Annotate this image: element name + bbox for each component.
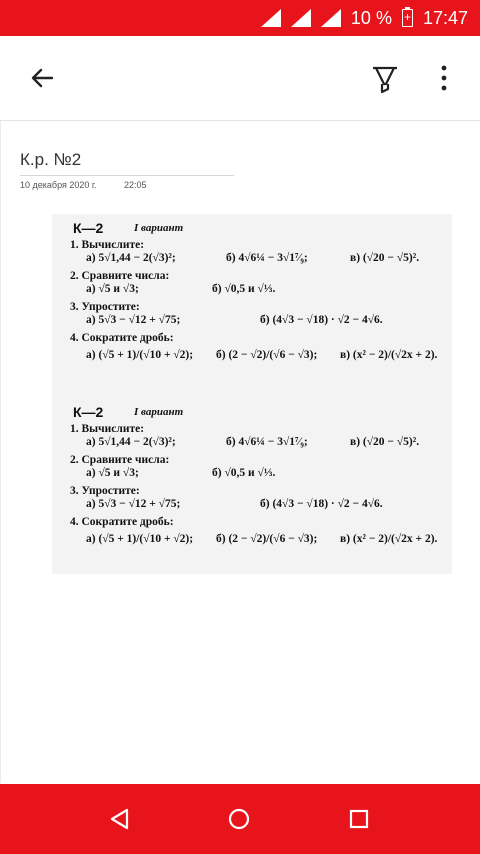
question-2: 2. Сравните числа: bbox=[70, 270, 170, 282]
triangle-back-icon bbox=[108, 807, 130, 831]
clock: 17:47 bbox=[422, 7, 468, 28]
question-3-items bbox=[70, 498, 450, 515]
wifi-signal-icon bbox=[321, 9, 341, 27]
q2-item-b: б) √0,5 и √⅓. bbox=[212, 467, 276, 479]
circle-home-icon bbox=[228, 808, 250, 830]
question-3-items bbox=[70, 314, 450, 331]
q1-item-b: б) 4√6¼ − 3√1⁷⁄₉; bbox=[226, 252, 308, 264]
status-icons bbox=[261, 0, 468, 36]
question-1-items bbox=[70, 252, 450, 269]
note-title[interactable]: К.р. №2 bbox=[20, 150, 82, 169]
question-1: 1. Вычислите: bbox=[70, 239, 145, 251]
variant-label: I вариант bbox=[134, 406, 184, 418]
q4-item-b: б) (2 − √2)/(√6 − √3); bbox=[216, 349, 318, 361]
worksheet-code: К—2 bbox=[73, 404, 104, 420]
q4-item-a: а) (√5 + 1)/(√10 + √2); bbox=[86, 533, 194, 545]
q4-item-c: в) (x² − 2)/(√2x + 2). bbox=[340, 349, 438, 361]
q2-item-a: а) √5 и √3; bbox=[86, 283, 139, 295]
question-2-items bbox=[70, 283, 450, 300]
q4-item-b: б) (2 − √2)/(√6 − √3); bbox=[216, 533, 318, 545]
sim-label: G bbox=[264, 9, 272, 19]
question-4-items bbox=[70, 529, 450, 551]
battery-icon bbox=[402, 9, 413, 27]
app-bar bbox=[0, 36, 480, 121]
q3-item-a: а) 5√3 − √12 + √75; bbox=[86, 498, 181, 510]
battery-percent: 10 % bbox=[350, 7, 392, 28]
cellular-signal-icon bbox=[291, 9, 311, 27]
question-4: 4. Сократите дробь: bbox=[70, 332, 174, 344]
note-time: 22:05 bbox=[124, 180, 147, 190]
q1-item-b: б) 4√6¼ − 3√1⁷⁄₉; bbox=[226, 436, 308, 448]
title-divider bbox=[20, 175, 234, 176]
arrow-left-icon bbox=[28, 64, 56, 92]
q4-item-c: в) (x² − 2)/(√2x + 2). bbox=[340, 533, 438, 545]
question-1: 1. Вычислите: bbox=[70, 423, 145, 435]
nav-home-button[interactable] bbox=[228, 808, 250, 830]
highlighter-button[interactable] bbox=[370, 62, 400, 96]
question-3: 3. Упростите: bbox=[70, 485, 140, 497]
square-recents-icon bbox=[349, 809, 369, 829]
highlighter-icon bbox=[370, 62, 400, 96]
question-1-items bbox=[70, 436, 450, 453]
nav-back-button[interactable] bbox=[108, 807, 130, 831]
variant-label: I вариант bbox=[134, 222, 184, 234]
q2-item-b: б) √0,5 и √⅓. bbox=[212, 283, 276, 295]
status-bar bbox=[0, 0, 480, 36]
q4-item-a: а) (√5 + 1)/(√10 + √2); bbox=[86, 349, 194, 361]
q1-item-c: в) (√20 − √5)². bbox=[350, 436, 420, 448]
q3-item-b: б) (4√3 − √18) · √2 − 4√6. bbox=[260, 498, 383, 510]
question-3: 3. Упростите: bbox=[70, 301, 140, 313]
question-2: 2. Сравните числа: bbox=[70, 454, 170, 466]
worksheet-block bbox=[70, 220, 450, 367]
nav-recents-button[interactable] bbox=[349, 809, 369, 829]
back-button[interactable] bbox=[28, 64, 56, 92]
question-4-items bbox=[70, 345, 450, 367]
network-label: 4G bbox=[292, 9, 304, 18]
q3-item-b: б) (4√3 − √18) · √2 − 4√6. bbox=[260, 314, 383, 326]
worksheet-block bbox=[70, 404, 450, 551]
question-2-items bbox=[70, 467, 450, 484]
q2-item-a: а) √5 и √3; bbox=[86, 467, 139, 479]
question-4: 4. Сократите дробь: bbox=[70, 516, 174, 528]
q3-item-a: а) 5√3 − √12 + √75; bbox=[86, 314, 181, 326]
q1-item-a: а) 5√1,44 − 2(√3)²; bbox=[86, 252, 176, 264]
more-options-button[interactable] bbox=[434, 62, 454, 94]
note-date: 10 декабря 2020 г. bbox=[20, 180, 97, 190]
navigation-bar bbox=[0, 784, 480, 854]
scanned-worksheet-image[interactable] bbox=[52, 214, 452, 574]
q1-item-c: в) (√20 − √5)². bbox=[350, 252, 420, 264]
q1-item-a: а) 5√1,44 − 2(√3)²; bbox=[86, 436, 176, 448]
more-vertical-icon bbox=[434, 62, 454, 94]
sim-signal-icon bbox=[261, 9, 281, 27]
worksheet-code: К—2 bbox=[73, 220, 104, 236]
